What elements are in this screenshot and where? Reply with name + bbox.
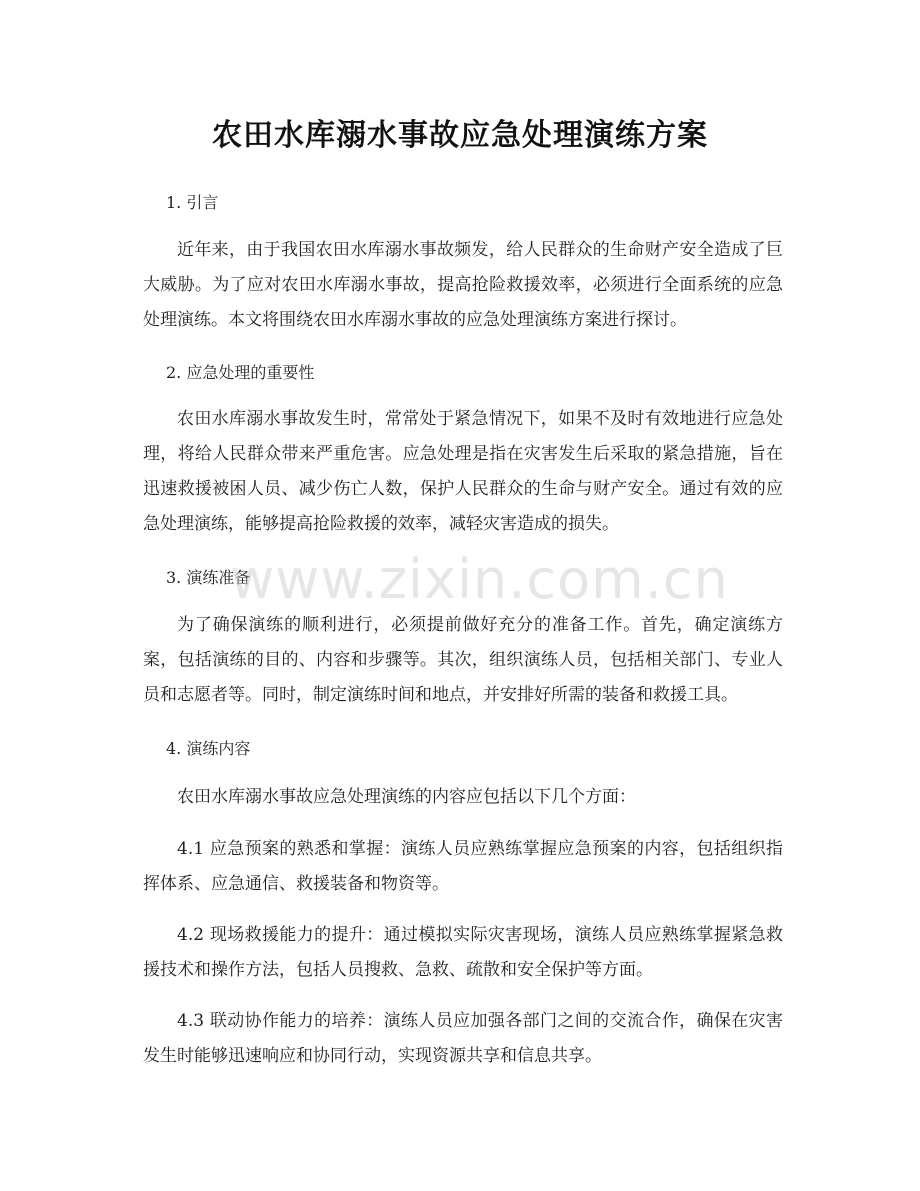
section-paragraph-preparation: 为了确保演练的顺利进行，必须提前做好充分的准备工作。首先，确定演练方案，包括演练的目的、内容和步骤等。其次，组织演练人员，包括相关部门、专业人员和志愿者等。同时，制定演练时间和地点，并安排好所需的装备和救援工具。 <box>143 615 783 705</box>
section-heading-preparation: 3. 演练准备 <box>166 568 251 587</box>
section-paragraph-importance: 农田水库溺水事故发生时，常常处于紧急情况下，如果不及时有效地进行应急处理，将给人民群众带来严重危害。应急处理是指在灾害发生后采取的紧急措施，旨在迅速救援被困人员、减少伤亡人数，保护人民群众的生命与财产安全。通过有效的应急处理演练，能够提高抢险救援的效率，减轻灾害造成的损失。 <box>143 409 783 534</box>
section-paragraph-content: 农田水库溺水事故应急处理演练的内容应包括以下几个方面： <box>177 787 636 807</box>
section-heading-introduction: 1. 引言 <box>166 193 219 212</box>
subsection-paragraph: 4.2 现场救援能力的提升：通过模拟实际灾害现场，演练人员应熟练掌握紧急救援技术和操作方法，包括人员搜救、急救、疏散和安全保护等方面。 <box>143 925 783 980</box>
subsection-paragraph: 4.1 应急预案的熟悉和掌握：演练人员应熟练掌握应急预案的内容，包括组织指挥体系、应急通信、救援装备和物资等。 <box>143 839 783 894</box>
section-heading-content: 4. 演练内容 <box>166 739 251 758</box>
document-title: 农田水库溺水事故应急处理演练方案 <box>212 118 708 153</box>
section-heading-importance: 2. 应急处理的重要性 <box>166 363 315 382</box>
watermark-text: www.zixin.com.cn <box>230 548 729 611</box>
subsection-paragraph: 4.3 联动协作能力的培养：演练人员应加强各部门之间的交流合作，确保在灾害发生时能够迅速响应和协同行动，实现资源共享和信息共享。 <box>143 1011 783 1066</box>
section-paragraph-introduction: 近年来，由于我国农田水库溺水事故频发，给人民群众的生命财产安全造成了巨大威胁。为了应对农田水库溺水事故，提高抢险救援效率，必须进行全面系统的应急处理演练。本文将围绕农田水库溺水事故的应急处理演练方案进行探讨。 <box>143 240 783 330</box>
